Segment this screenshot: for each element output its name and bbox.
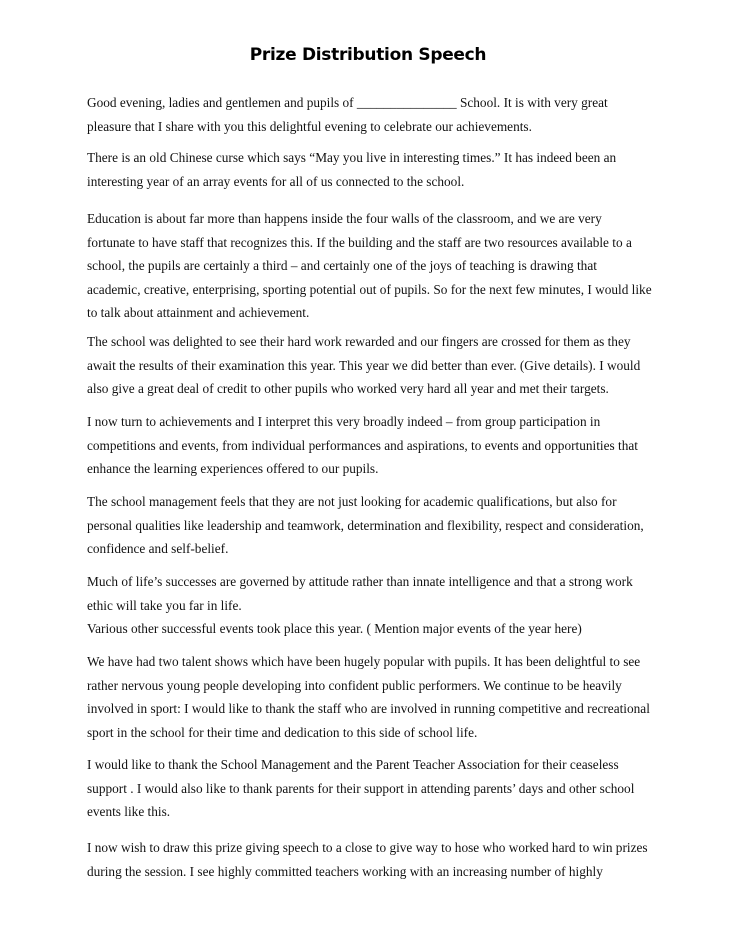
paragraph-thanks — [87, 753, 657, 824]
text-line: confidence and self-belief. — [87, 541, 229, 557]
text-line: I now turn to achievements and I interpret this very broadly indeed – from group participation in — [87, 414, 601, 429]
text-line: The school management feels that they are not just looking for academic qualifications, but also for — [87, 494, 617, 509]
text-line: rather nervous young people developing into confident public performers. We continue to be heavily — [87, 677, 622, 693]
text-line: I would like to thank the School Management and the Parent Teacher Association for their ceaseless — [87, 757, 619, 772]
text-line: There is an old Chinese curse which says “May you live in interesting times.” It has indeed been an — [87, 150, 617, 165]
text-line: interesting year of an array events for all of us connected to the school. — [87, 173, 465, 189]
paragraph-education — [87, 207, 657, 325]
text-line: during the session. I see highly committed teachers working with an increasing number of highly — [87, 863, 603, 879]
paragraph-management — [87, 490, 657, 561]
text-line: support . I would also like to thank parents for their support in attending parents’ days and other school — [87, 780, 635, 796]
text-line: to talk about attainment and achievement. — [87, 305, 310, 321]
paragraph-greeting — [87, 91, 657, 138]
paragraph-chinese-curse — [87, 146, 657, 193]
page-title: Prize Distribution Speech — [249, 45, 487, 65]
text-line: events like this. — [87, 804, 171, 820]
text-line: Various other successful events took place this year. ( Mention major events of the year here) — [87, 621, 582, 637]
text-line: ethic will take you far in life. — [87, 597, 242, 613]
text-line: personal qualities like leadership and teamwork, determination and flexibility, respect and consideration, — [87, 517, 644, 533]
text-line: academic, creative, enterprising, sporting potential out of pupils. So for the next few minutes, I would like — [87, 281, 652, 297]
text-line: Much of life’s successes are governed by attitude rather than innate intelligence and that a strong work — [87, 574, 633, 589]
text-line: competitions and events, from individual performances and aspirations, to events and opportunities that — [87, 437, 638, 453]
text-line: I now wish to draw this prize giving speech to a close to give way to hose who worked hard to win prizes — [87, 840, 648, 855]
paragraph-talent-shows — [87, 650, 657, 744]
text-line: Good evening, ladies and gentlemen and pupils of _______________ School. It is with very great — [87, 95, 608, 110]
text-line: school, the pupils are certainly a third – and certainly one of the joys of teaching is drawing that — [87, 258, 597, 274]
text-line: fortunate to have staff that recognizes this. If the building and the staff are two resources available to a — [87, 234, 632, 250]
text-line: Education is about far more than happens inside the four walls of the classroom, and we are very — [87, 211, 602, 226]
text-line: involved in sport: I would like to thank the staff who are involved in running competitive and recreational — [87, 701, 650, 717]
text-line: also give a great deal of credit to other pupils who worked very hard all year and met their targets. — [87, 381, 609, 397]
paragraph-attitude — [87, 570, 657, 641]
text-line: The school was delighted to see their hard work rewarded and our fingers are crossed for them as they — [87, 334, 631, 349]
paragraph-closing — [87, 836, 657, 883]
text-line: await the results of their examination this year. This year we did better than ever. (Give details). I would — [87, 357, 641, 373]
text-line: We have had two talent shows which have been hugely popular with pupils. It has been delightful to see — [87, 654, 641, 669]
text-line: pleasure that I share with you this delightful evening to celebrate our achievements. — [87, 118, 532, 134]
text-line: enhance the learning experiences offered to our pupils. — [87, 461, 379, 477]
paragraph-results — [87, 330, 657, 401]
paragraph-achievements — [87, 410, 657, 481]
text-line: sport in the school for their time and dedication to this side of school life. — [87, 724, 478, 740]
